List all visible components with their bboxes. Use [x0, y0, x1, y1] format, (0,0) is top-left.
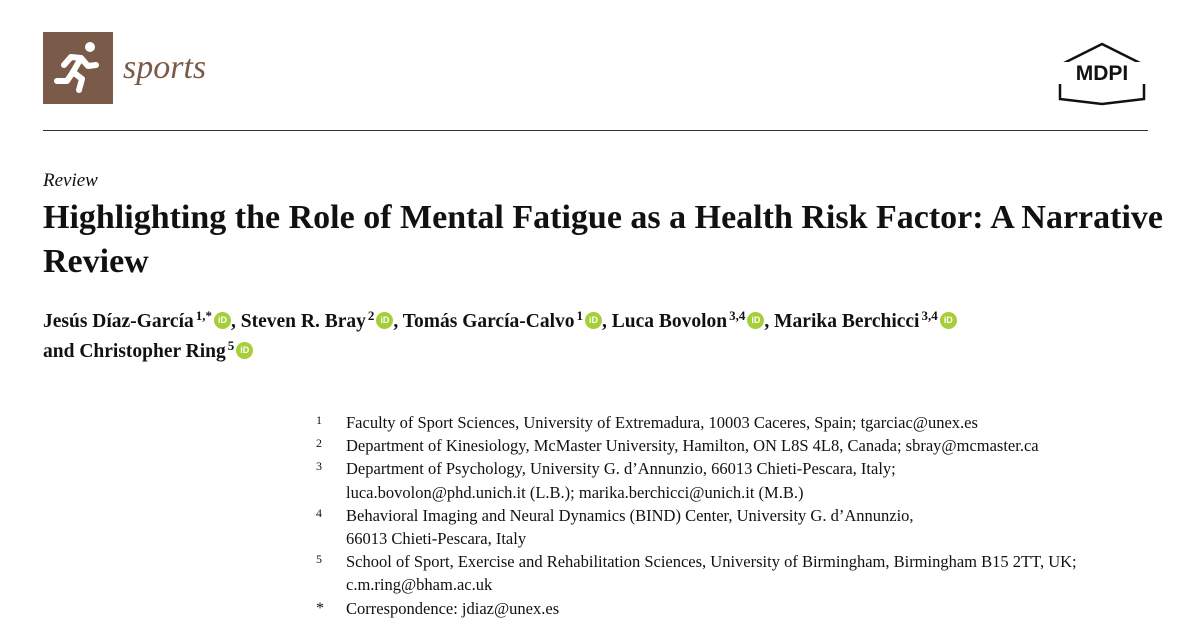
affiliation-item [316, 457, 1176, 503]
running-person-icon [43, 32, 113, 104]
affiliation-list [316, 411, 1176, 620]
author-name: Steven R. Bray [240, 311, 366, 332]
author-affiliation-marker: 3,4 [729, 308, 746, 323]
affiliation-number: 2 [316, 436, 322, 451]
mdpi-logo [1056, 42, 1148, 106]
article-type: Review [43, 170, 98, 191]
affiliation-text: c.m.ring@bham.ac.uk [346, 575, 493, 595]
affiliation-item [316, 411, 1176, 434]
orcid-icon[interactable]: iD [376, 312, 393, 329]
article-title: Highlighting the Role of Mental Fatigue as a Health Risk Factor: A Narrative Review [43, 199, 1163, 280]
orcid-icon[interactable]: iD [940, 312, 957, 329]
author-affiliation-marker: 3,4 [921, 308, 938, 323]
affiliation-number: 3 [316, 459, 322, 474]
author-name: Marika Berchicci [774, 311, 920, 332]
orcid-icon[interactable]: iD [214, 312, 231, 329]
affiliation-text: School of Sport, Exercise and Rehabilitation Sciences, University of Birmingham, Birmingham B15 2TT, UK; [346, 552, 1077, 572]
affiliation-item [316, 597, 1176, 620]
affiliation-text: Department of Kinesiology, McMaster University, Hamilton, ON L8S 4L8, Canada; sbray@mcmaster.ca [346, 436, 1039, 456]
journal-name: sports [123, 49, 207, 86]
journal-logo [43, 32, 113, 104]
orcid-icon[interactable]: iD [747, 312, 764, 329]
author-separator: , [602, 311, 612, 332]
header-divider [43, 130, 1148, 131]
author [611, 308, 775, 332]
orcid-icon[interactable]: iD [236, 342, 253, 359]
author [402, 308, 612, 332]
affiliation-text: 66013 Chieti-Pescara, Italy [346, 529, 527, 549]
author [43, 308, 241, 332]
author-affiliation-marker: 5 [227, 338, 235, 353]
author-name: Jesús Díaz-García [43, 311, 194, 332]
affiliation-item [316, 504, 1176, 550]
orcid-icon[interactable]: iD [585, 312, 602, 329]
author-affiliation-marker: 2 [367, 308, 375, 323]
affiliation-number: * [316, 599, 324, 617]
author [43, 338, 253, 362]
author [774, 308, 957, 332]
affiliation-text: Faculty of Sport Sciences, University of Extremadura, 10003 Caceres, Spain; tgarciac@unex.es [346, 413, 978, 432]
author-separator: , [393, 311, 403, 332]
author-separator: , [764, 311, 775, 332]
affiliation-number: 1 [316, 413, 322, 427]
author-affiliation-marker: 1,* [195, 308, 212, 323]
affiliation-item [316, 550, 1176, 596]
affiliation-text: Department of Psychology, University G. d’Annunzio, 66013 Chieti-Pescara, Italy; [346, 459, 896, 479]
author-separator: , [231, 311, 241, 332]
author [240, 308, 403, 332]
author-list [43, 307, 1173, 367]
author-name: and Christopher Ring [43, 341, 226, 362]
affiliation-text: Correspondence: jdiaz@unex.es [346, 598, 560, 618]
mdpi-logo-text: MDPI [1075, 62, 1129, 85]
affiliation-number: 5 [316, 552, 322, 567]
author-name: Luca Bovolon [611, 311, 728, 332]
author-affiliation-marker: 1 [576, 308, 583, 323]
affiliation-item [316, 434, 1176, 457]
affiliation-text: luca.bovolon@phd.unich.it (L.B.); marika.berchicci@unich.it (M.B.) [346, 482, 804, 502]
affiliation-text: Behavioral Imaging and Neural Dynamics (BIND) Center, University G. d’Annunzio, [346, 505, 914, 525]
author-name: Tomás García-Calvo [402, 311, 575, 332]
affiliation-number: 4 [316, 505, 322, 520]
